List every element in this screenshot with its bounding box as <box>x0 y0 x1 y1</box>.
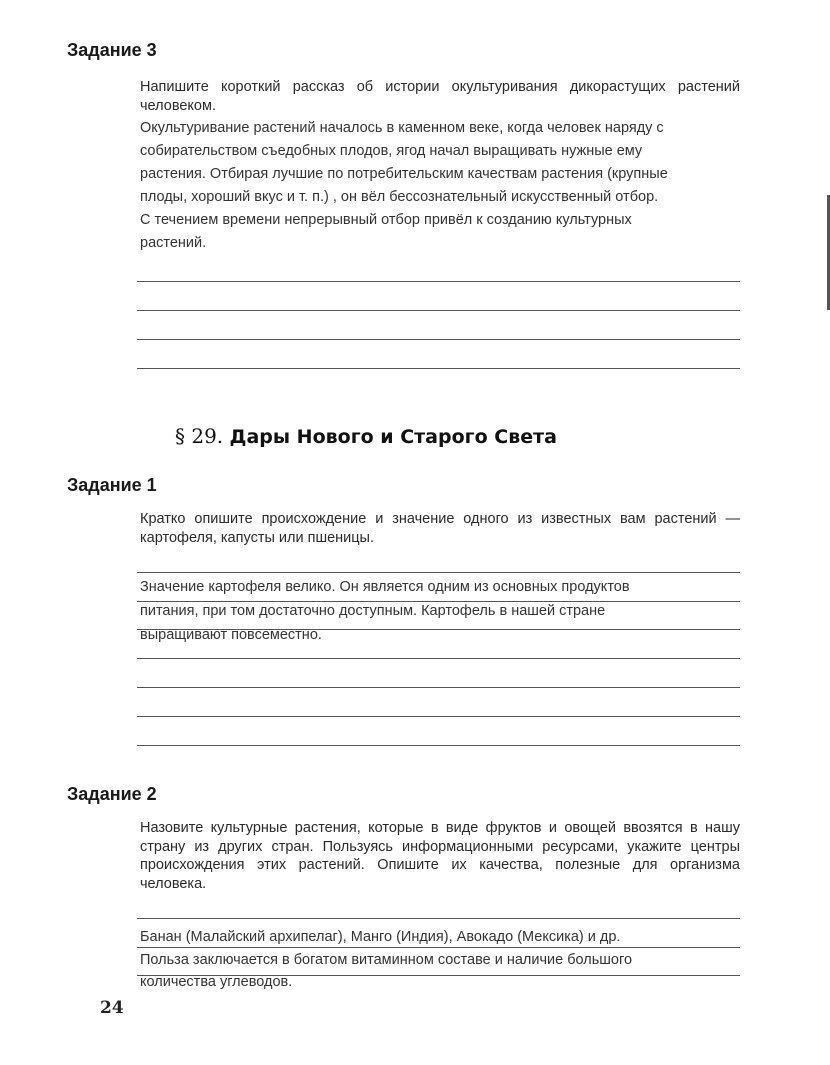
task-3-answer-line: плоды, хороший вкус и т. п.) , он вёл бессознательный искусственный отбор. <box>140 189 659 205</box>
task-3-answer-line: растения. Отбирая лучшие по потребительским качествам растения (крупные <box>140 166 668 182</box>
writing-line <box>137 281 740 282</box>
task-3-answer-line: Окультуривание растений началось в каменном веке, когда человек наряду с <box>140 120 664 136</box>
task-3-answer-line: растений. <box>140 235 207 251</box>
task-1-title: Задание 1 <box>67 475 157 495</box>
writing-line <box>137 368 740 369</box>
task-1-answer-line: выращивают повсеместно. <box>140 627 322 643</box>
writing-line <box>137 658 740 659</box>
task-3-answer-line: С течением времени непрерывный отбор привёл к созданию культурных <box>140 212 632 228</box>
writing-line <box>137 339 740 340</box>
task-1-prompt: Кратко опишите происхождение и значение одного из известных вам растений — картофеля, капусты или пшеницы. <box>140 511 740 546</box>
task-2-title: Задание 2 <box>67 784 157 804</box>
task-3-answer-line: собирательством съедобных плодов, ягод начал выращивать нужные ему <box>140 143 643 159</box>
section-number: § 29. <box>175 424 224 448</box>
task-2-answer-line: количества углеводов. <box>140 974 293 990</box>
task-2-prompt: Назовите культурные растения, которые в виде фруктов и овощей ввозятся в нашу страну из других стран. Пользуясь информационными ресурсами, укажите центры происхождения этих растений. Опишите их качества, полезные для организма человека. <box>140 820 740 892</box>
page-number: 24 <box>100 998 124 1018</box>
writing-line <box>137 918 740 919</box>
task-3-title: Задание 3 <box>67 40 157 60</box>
writing-line <box>137 572 740 573</box>
writing-line <box>137 716 740 717</box>
task-1-answer-line: питания, при том достаточно доступным. Картофель в нашей стране <box>140 603 606 619</box>
task-2-answer-line: Польза заключается в богатом витаминном составе и наличие большого <box>140 952 633 968</box>
section-heading <box>175 424 557 448</box>
writing-line <box>137 745 740 746</box>
task-3-prompt: Напишите короткий рассказ об истории окультуривания дикорастущих растений человеком. <box>140 79 740 114</box>
writing-line <box>137 947 740 948</box>
section-title: Дары Нового и Старого Света <box>229 426 557 448</box>
writing-line <box>137 310 740 311</box>
task-2-answer-line: Банан (Малайский архипелаг), Манго (Индия), Авокадо (Мексика) и др. <box>140 929 621 945</box>
task-1-answer-line: Значение картофеля велико. Он является одним из основных продуктов <box>140 579 630 595</box>
writing-line <box>137 687 740 688</box>
